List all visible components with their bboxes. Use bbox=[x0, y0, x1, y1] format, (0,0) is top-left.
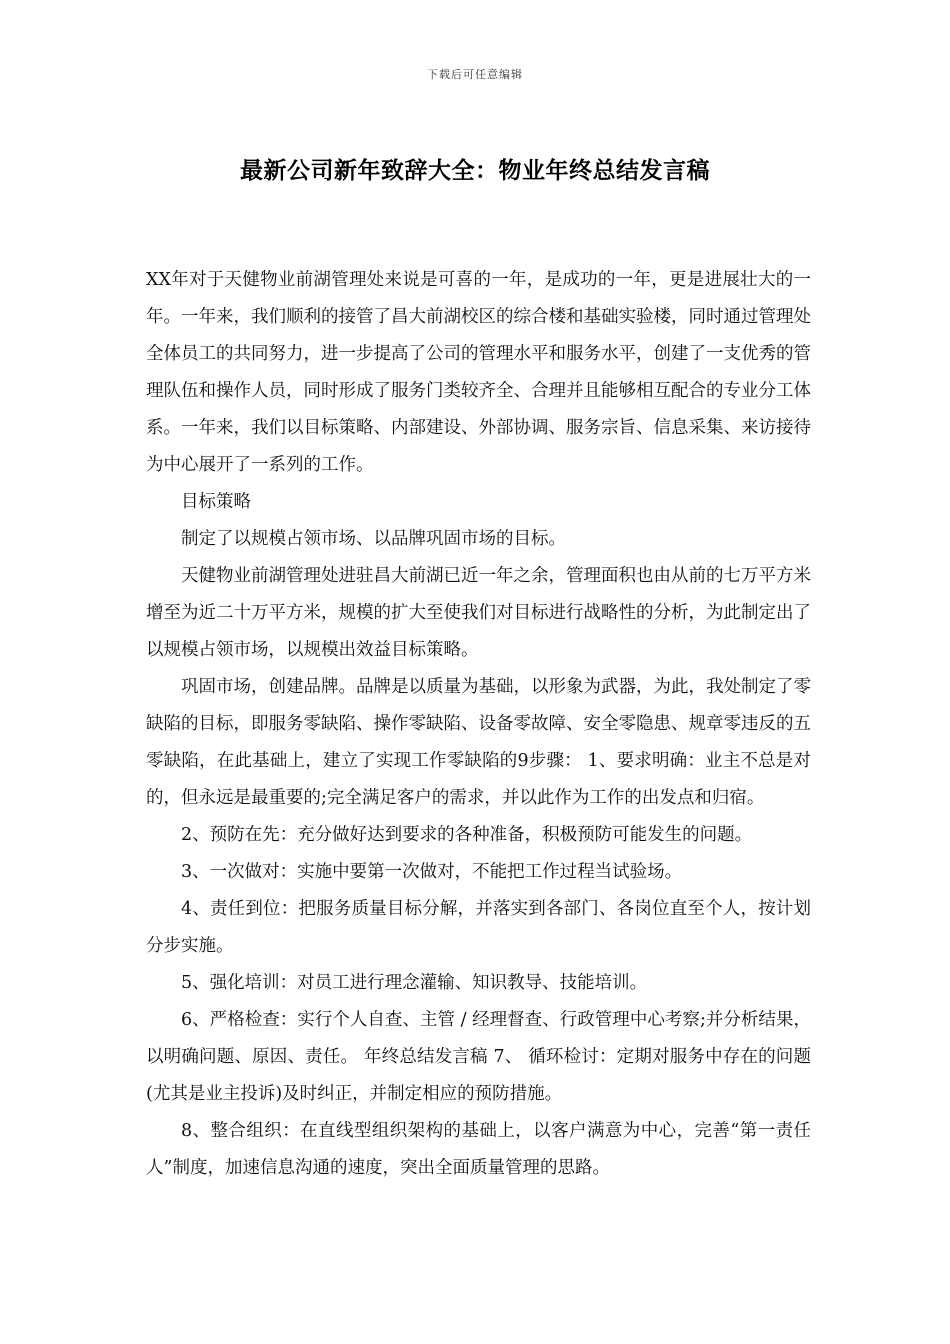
paragraph-step-6-7: 6、严格检查：实行个人自查、主管 / 经理督查、行政管理中心考察;并分析结果，以明确问题、原因、责任。 年终总结发言稿 7、 循环检讨：定期对服务中存在的问题(尤其是业主投诉)及时纠正，并制定相应的预防措施。 bbox=[146, 1010, 811, 1104]
paragraph-step-2: 2、预防在先：充分做好达到要求的各种准备，积极预防可能发生的问题。 bbox=[181, 825, 753, 845]
paragraph-step-8: 8、整合组织：在直线型组织架构的基础上，以客户满意为中心，完善“第一责任人”制度，加速信息沟通的速度，突出全面质量管理的思路。 bbox=[146, 1121, 811, 1178]
paragraph-expansion: 天健物业前湖管理处进驻昌大前湖已近一年之余，管理面积也由从前的七万平方米增至为近二十万平方米，规模的扩大至使我们对目标进行战略性的分析，为此制定出了以规模占领市场，以规模出效益目标策略。 bbox=[146, 566, 811, 660]
document-title: 最新公司新年致辞大全：物业年终总结发言稿 bbox=[240, 157, 710, 184]
header-note: 下载后可任意编辑 bbox=[427, 68, 523, 81]
paragraph-intro: XX年对于天健物业前湖管理处来说是可喜的一年，是成功的一年，更是进展壮大的一年。一年来，我们顺利的接管了昌大前湖校区的综合楼和基础实验楼，同时通过管理处全体员工的共同努力，进一步提高了公司的管理水平和服务水平，创建了一支优秀的管理队伍和操作人员，同时形成了服务门类较齐全、合理并且能够相互配合的专业分工体系。一年来，我们以目标策略、内部建设、外部协调、服务宗旨、信息采集、来访接待为中心展开了一系列的工作。 bbox=[146, 270, 811, 475]
paragraph-step-4: 4、责任到位：把服务质量目标分解，并落实到各部门、各岗位直至个人，按计划分步实施。 bbox=[146, 899, 811, 956]
document-body bbox=[146, 262, 811, 1187]
paragraph-brand: 巩固市场，创建品牌。品牌是以质量为基础，以形象为武器，为此，我处制定了零缺陷的目标，即服务零缺陷、操作零缺陷、设备零故障、安全零隐患、规章零违反的五零缺陷，在此基础上，建立了实现工作零缺陷的9步骤： 1、要求明确：业主不总是对的，但永远是最重要的;完全满足客户的需求，并以此作为工作的出发点和归宿。 bbox=[146, 677, 811, 808]
paragraph-step-3: 3、一次做对：实施中要第一次做对，不能把工作过程当试验场。 bbox=[181, 862, 683, 882]
paragraph-goal: 制定了以规模占领市场、以品牌巩固市场的目标。 bbox=[181, 529, 566, 549]
paragraph-section-heading: 目标策略 bbox=[181, 492, 251, 512]
paragraph-step-5: 5、强化培训：对员工进行理念灌输、知识教导、技能培训。 bbox=[181, 973, 648, 993]
